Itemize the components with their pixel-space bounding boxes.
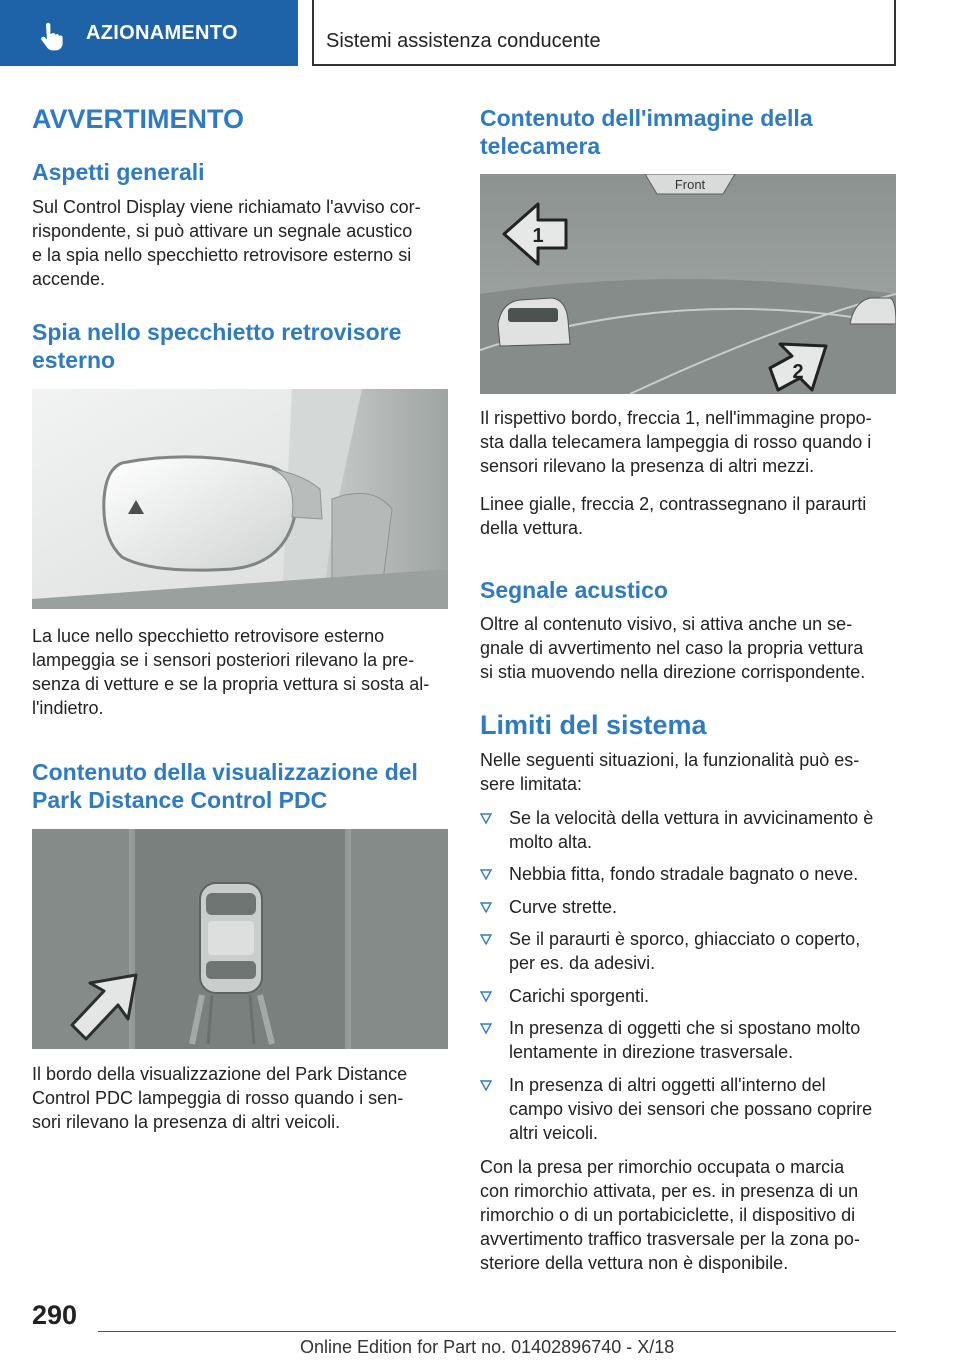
page-number: 290 — [32, 1300, 78, 1330]
triangle-bullet-icon — [480, 902, 492, 913]
acoustic-title: Segnale acustico — [480, 577, 668, 603]
triangle-bullet-icon — [480, 869, 492, 880]
pdc-image — [32, 829, 448, 1049]
warning-title: AVVERTIMENTO — [32, 104, 245, 134]
limits-intro: Nelle seguenti situazioni, la funzionalità può es- sere limitata: — [480, 750, 860, 794]
pdc-title: Contenuto della visualizzazione del Park Distance Control PDC — [32, 759, 418, 813]
arrow-2-label: 2 — [792, 361, 804, 383]
section-header — [312, 0, 896, 66]
camera-text-2: Linee gialle, freccia 2, contrassegnano il paraurti della vettura. — [480, 494, 867, 538]
chapter-label: AZIONAMENTO — [86, 22, 238, 44]
triangle-bullet-icon — [480, 991, 492, 1002]
general-title: Aspetti generali — [32, 159, 205, 185]
mirror-image — [32, 389, 448, 609]
triangle-bullet-icon — [480, 1023, 492, 1034]
acoustic-text: Oltre al contenuto visivo, si attiva anche un se- gnale di avvertimento nel caso la propria vettura si stia muovendo nella direzione corrispondente. — [480, 614, 866, 682]
trailer-text: Con la presa per rimorchio occupata o marcia con rimorchio attivata, per es. in presenza di un rimorchio o di un portabiciclette, il dispositivo di avvertimento traffico trasversale per la zona po- steriore della vettura non è disponibile. — [480, 1157, 860, 1273]
section-label: Sistemi assistenza conducente — [326, 30, 601, 52]
limits-title: Limiti del sistema — [480, 710, 707, 740]
front-label: Front — [674, 177, 706, 192]
triangle-bullet-icon — [480, 1080, 492, 1091]
triangle-bullet-icon — [480, 813, 492, 824]
arrow-1-label: 1 — [532, 225, 544, 247]
edition-text: Online Edition for Part no. 01402896740 - X/18 — [300, 1337, 675, 1357]
camera-text-1: Il rispettivo bordo, freccia 1, nell'immagine propo- sta dalla telecamera lampeggia di rosso quando i sensori rilevano la presenza di altri mezzi. — [480, 408, 872, 476]
chapter-tab[interactable] — [0, 0, 298, 66]
mirror-title: Spia nello specchietto retrovisore esterno — [32, 319, 402, 373]
hand-pointer-icon — [36, 22, 66, 52]
general-text: Sul Control Display viene richiamato l'avviso cor- rispondente, si può attivare un segnale acustico e la spia nello specchietto retrovisore esterno si accende. — [32, 197, 421, 289]
pdc-text: Il bordo della visualizzazione del Park Distance Control PDC lampeggia di rosso quando i sen- sori rilevano la presenza di altri veicoli. — [32, 1064, 408, 1132]
footer-divider — [98, 1331, 896, 1332]
camera-image — [480, 174, 896, 394]
mirror-text: La luce nello specchietto retrovisore esterno lampeggia se i sensori posteriori rilevano la pre- senza di vetture e se la propria vettura si sosta al- l'indietro. — [32, 626, 430, 718]
triangle-bullet-icon — [480, 934, 492, 945]
camera-title: Contenuto dell'immagine della telecamera — [480, 105, 813, 159]
